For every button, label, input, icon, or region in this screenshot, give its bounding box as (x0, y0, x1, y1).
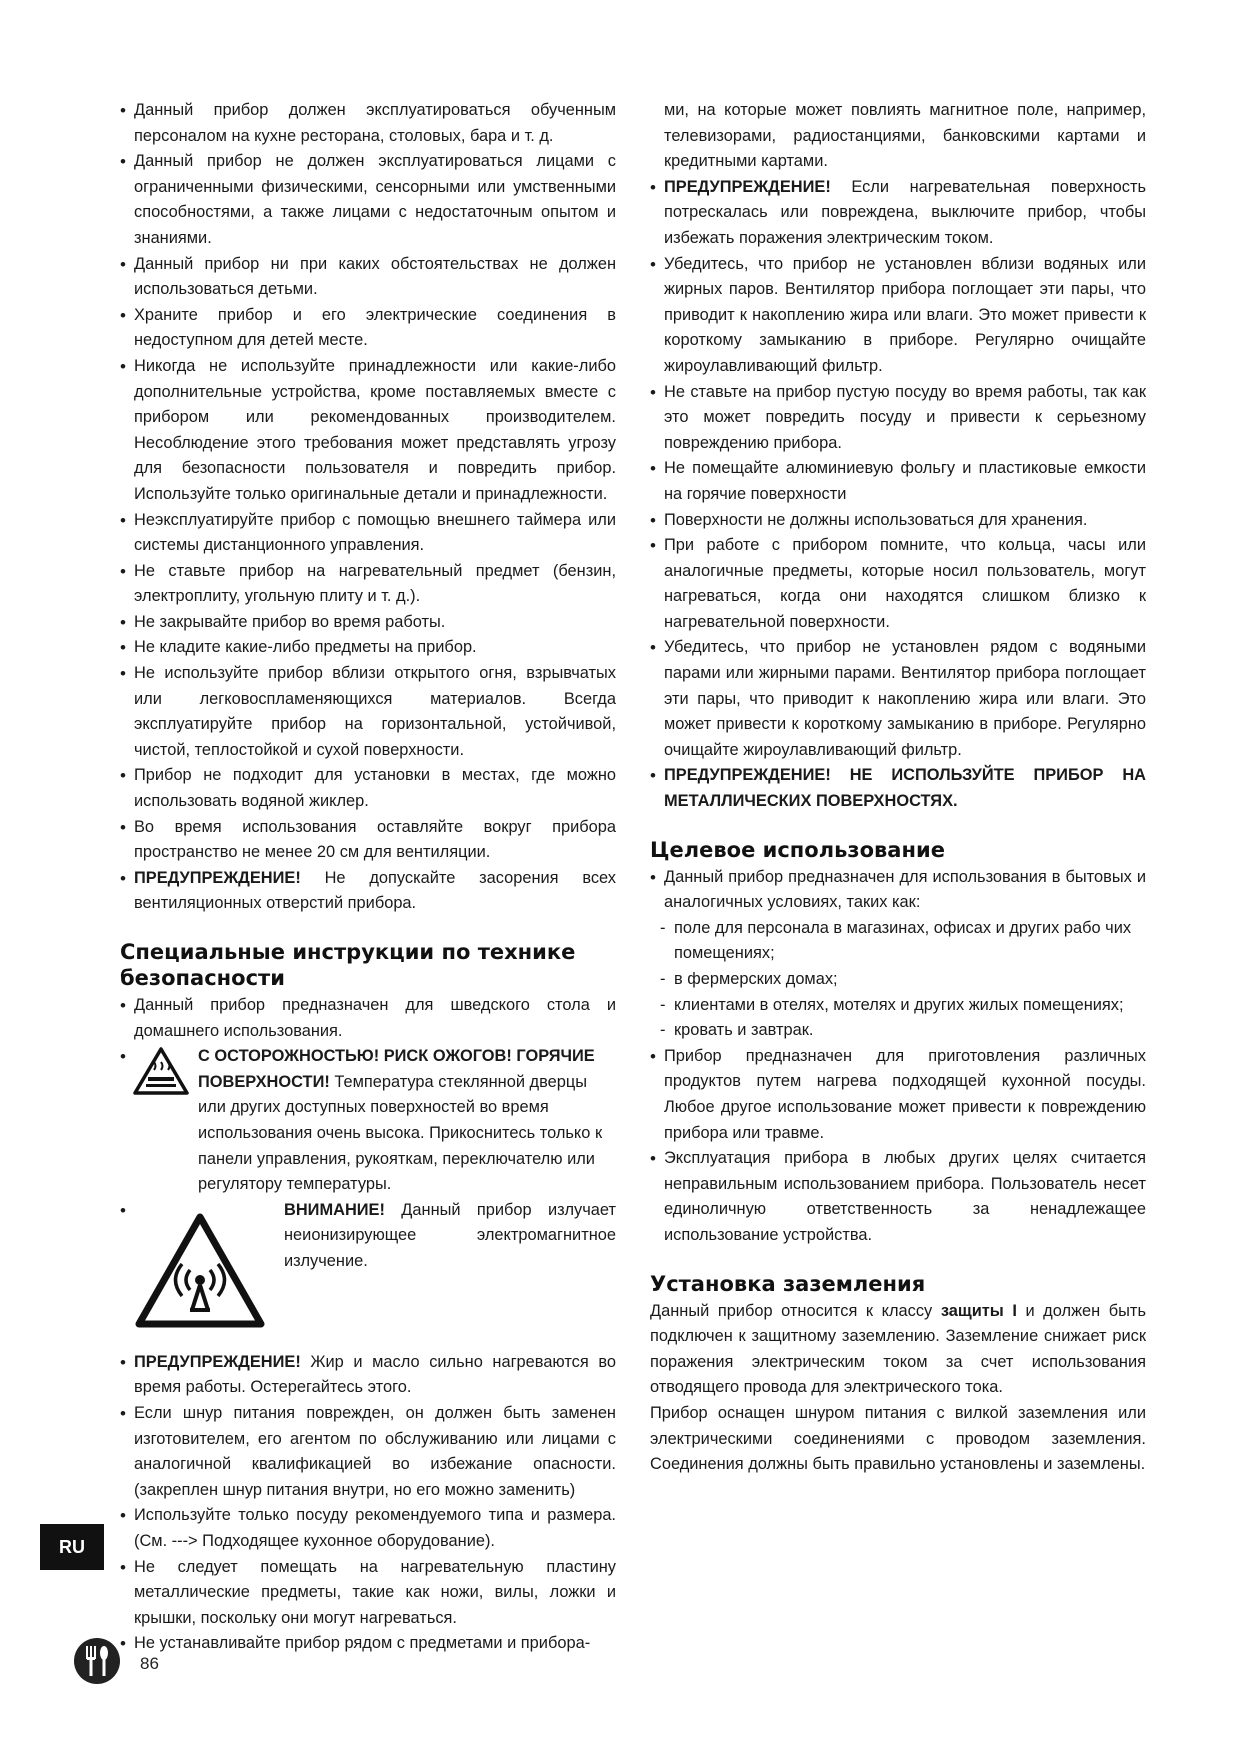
list-item: • Убедитесь, что прибор не установлен рядом с водяными парами или жирными парами. Вентилятор прибора поглощает эти пары, что приводит к накоплению жира или влаги. Это может привести к короткому замыканию в приборе. Регулярно очищайте жироулавливающий фильтр. (650, 635, 1146, 763)
right-column (650, 98, 1146, 1478)
safety-list-right (650, 175, 1146, 815)
list-item: • Не следует помещать на нагревательную пластину металлические предметы, такие как ножи, вилы, ложки и крышки, поскольку они могут нагреваться. (120, 1555, 616, 1632)
list-item-warning (650, 763, 1146, 814)
list-item: • Неэксплуатируйте прибор с помощью внешнего таймера или системы дистанционного управления. (120, 508, 616, 559)
list-item: • Не кладите какие-либо предметы на прибор. (120, 635, 616, 661)
intended-dash-list (650, 916, 1146, 1044)
warning-label: ПРЕДУПРЕЖДЕНИЕ! (664, 177, 831, 196)
continuation-text: ми, на которые может повлиять магнитное поле, например, телевизорами, радиостанциями, банковскими картами и кредитными картами. (664, 101, 1146, 171)
list-item: • Данный прибор предназначен для использования в бытовых и аналогичных условиях, таких как: (650, 865, 1146, 916)
dash-item: - кровать и завтрак. (650, 1018, 1146, 1044)
language-tab: RU (40, 1524, 104, 1570)
warning-label: С ОСТОРОЖНОСТЬЮ! РИСК ОЖОГОВ! ГОРЯЧИЕ ПОВЕРХНОСТИ! (198, 1047, 595, 1091)
warning-label: ПРЕДУПРЕЖДЕНИЕ! (134, 868, 301, 887)
cutlery-logo-icon (72, 1636, 122, 1686)
warning-label: ВНИМАНИЕ! (284, 1200, 385, 1219)
list-item: • Эксплуатация прибора в любых других целях считается неправильным использованием прибора. Пользователь несет единоличную ответственность за ненадлежащее использование устройства. (650, 1146, 1146, 1248)
list-item: • Прибор не подходит для установки в местах, где можно использовать водяной жиклер. (120, 763, 616, 814)
list-item: • При работе с прибором помните, что кольца, часы или аналогичные предметы, которые носил пользователь, могут нагреваться, когда они находятся слишком близко к нагревательной поверхности. (650, 533, 1146, 635)
grounding-paragraph-1: Данный прибор относится к классу защиты I и должен быть подключен к защитному заземлению. Заземление снижает риск поражения электрическим током за счет использования отводящего провода для электрического тока. (650, 1301, 1146, 1397)
dash-item: - в фермерских домах; (650, 967, 1146, 993)
list-item: • Если шнур питания поврежден, он должен быть заменен изготовителем, его агентом по обслуживанию или лицами с аналогичной квалификацией во избежание опасности. (закреплен шнур питания внутри, но его можно заменить) (120, 1401, 616, 1503)
list-item: • Не закрывайте прибор во время работы. (120, 610, 616, 636)
safety-list (120, 98, 616, 917)
list-item: • Убедитесь, что прибор не установлен вблизи водяных или жирных паров. Вентилятор прибора поглощает эти пары, что приводит к накоплению жира или влаги. Это может привести к короткому замыканию в приборе. Регулярно очищайте жироулавливающий фильтр. (650, 252, 1146, 380)
warning-label: ПРЕДУПРЕЖДЕНИЕ! (134, 1352, 301, 1371)
non-ionizing-radiation-icon (134, 1212, 266, 1330)
hot-surface-icon (132, 1046, 190, 1096)
left-column (120, 98, 616, 1657)
list-item: • Поверхности не должны использоваться для хранения. (650, 508, 1146, 534)
list-item: • Никогда не используйте принадлежности или какие-либо дополнительные устройства, кроме поставляемых вместе с прибором или рекомендованных производителем. Несоблюдение этого требования может представлять угрозу для безопасности пользователя и повредить прибор. Используйте только оригинальные детали и принадлежности. (120, 354, 616, 508)
grounding-heading: Установка заземления (650, 1271, 926, 1296)
list-item: • Не ставьте прибор на нагревательный предмет (бензин, электроплиту, угольную плиту и т. д.). (120, 559, 616, 610)
grounding-paragraph-2: Прибор оснащен шнуром питания с вилкой заземления или электрическими соединениями с проводом заземления. Соединения должны быть правильно установлены и заземлены. (650, 1403, 1146, 1474)
radiation-warning: • ВНИМАНИЕ! Данный прибор излучает неионизирующее электромагнитное излучение. (120, 1198, 616, 1350)
list-item: • Данный прибор должен эксплуатироваться обученным персоналом на кухне ресторана, столовых, бара и т. д. (120, 98, 616, 149)
safety-list-2 (120, 1350, 616, 1657)
warning-label: ПРЕДУПРЕЖДЕНИЕ! НЕ ИСПОЛЬЗУЙТЕ ПРИБОР НА МЕТАЛЛИЧЕСКИХ ПОВЕРХНОСТЯХ. (664, 766, 1146, 811)
list-item: • Данный прибор не должен эксплуатироваться лицами с ограниченными физическими, сенсорными или умственными способностями, а также лицами с недостаточным опытом и знаниями. (120, 149, 616, 251)
hot-surface-warning: • С ОСТОРОЖНОСТЬЮ! РИСК ОЖОГОВ! ГОРЯЧИЕ ПОВЕРХНОСТИ! Температура стеклянной дверцы или других доступных поверхностей во время использования очень высока. Прикоснитесь только к панели управления, рукояткам, переключателю или регулятору температуры. (120, 1047, 603, 1194)
list-item: • Храните прибор и его электрические соединения в недоступном для детей месте. (120, 303, 616, 354)
list-item: • Прибор предназначен для приготовления различных продуктов путем нагрева подходящей кухонной посуды. Любое другое использование может привести к повреждению прибора или травме. (650, 1044, 1146, 1146)
dash-item: - клиентами в отелях, мотелях и других жилых помещениях; (650, 993, 1146, 1019)
list-item: • Не устанавливайте прибор рядом с предметами и прибора- (120, 1631, 616, 1657)
list-item: • Данный прибор ни при каких обстоятельствах не должен использоваться детьми. (120, 252, 616, 303)
intended-use-heading: Целевое использование (650, 837, 945, 862)
list-item: • Используйте только посуду рекомендуемого типа и размера. (См. ---> Подходящее кухонное оборудование). (120, 1503, 616, 1554)
list-item: • Данный прибор предназначен для шведского стола и домашнего использования. (120, 993, 616, 1044)
list-item-warning: • ПРЕДУПРЕЖДЕНИЕ! Не допускайте засорения всех вентиляционных отверстий прибора. (120, 866, 616, 917)
list-item: • Не ставьте на прибор пустую посуду во время работы, так как это может повредить посуду и привести к серьезному повреждению прибора. (650, 380, 1146, 457)
page-number: 86 (140, 1654, 159, 1673)
list-item: • Не используйте прибор вблизи открытого огня, взрывчатых или легковоспламеняющихся материалов. Всегда эксплуатируйте прибор на горизонтальной, устойчивой, чистой, теплостойкой и сухой поверхности. (120, 661, 616, 763)
dash-item: - поле для персонала в магазинах, офисах и других рабо чих помещениях; (650, 916, 1146, 967)
special-instructions-heading: Специальные инструкции по технике безопасности (120, 940, 576, 990)
list-item-warning: • ПРЕДУПРЕЖДЕНИЕ! Если нагревательная поверхность потрескалась или повреждена, выключите прибор, чтобы избежать поражения электрическим током. (650, 175, 1146, 252)
list-item: • Во время использования оставляйте вокруг прибора пространство не менее 20 см для вентиляции. (120, 815, 616, 866)
list-item: • Не помещайте алюминиевую фольгу и пластиковые емкости на горячие поверхности (650, 456, 1146, 507)
list-item-warning: • ПРЕДУПРЕЖДЕНИЕ! Жир и масло сильно нагреваются во время работы. Остерегайтесь этого. (120, 1350, 616, 1401)
